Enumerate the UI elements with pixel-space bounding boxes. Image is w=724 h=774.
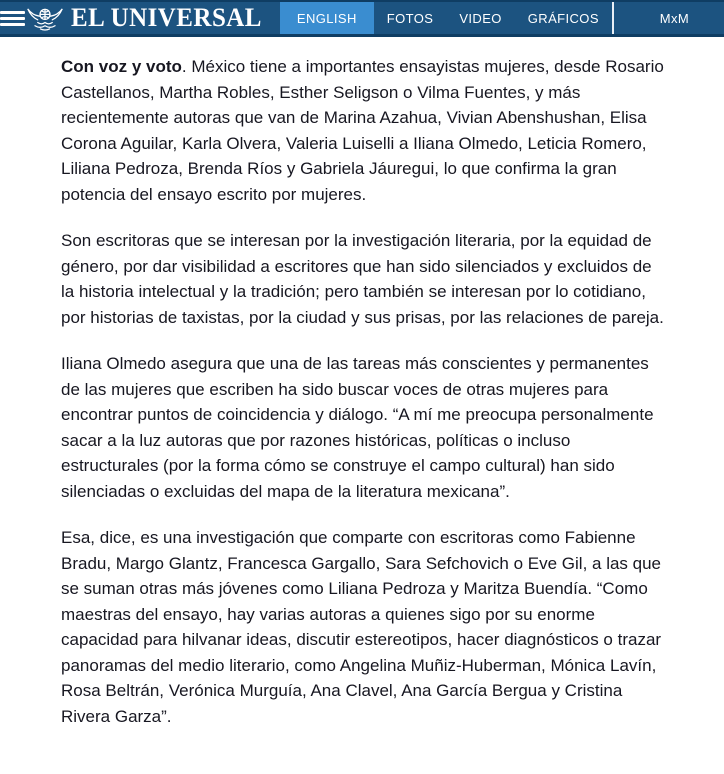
- menu-button[interactable]: [0, 2, 25, 34]
- brand-wordmark: EL UNIVERSAL: [71, 3, 262, 32]
- article-paragraph-2: Son escritoras que se interesan por la investigación literaria, por la equidad de género, por dar visibilidad a escritores que han sido silenciados y excluidos de la historia intelectual y la tradición; pero también se interesan por lo cotidiano, por historias de taxistas, por la ciudad y sus prisas, por las relaciones de pareja.: [61, 231, 664, 327]
- hamburger-icon: [0, 11, 25, 26]
- article-paragraph-4: Esa, dice, es una investigación que comparte con escritoras como Fabienne Bradu, Margo Glantz, Francesca Gargallo, Sara Sefchovich o Eve Gil, a las que se suman otras más jóvenes como Liliana Pedroza y Maritza Buendía. “Como maestras del ensayo, hay varias autoras a quienes sigo por su enorme capacidad para hilvanar ideas, discutir estereotipos, hacer diagnósticos o trazar panoramas del medio literario, como Angelina Muñiz-Huberman, Mónica Lavín, Rosa Beltrán, Verónica Murguía, Ana Clavel, Ana García Bergua y Cristina Rivera Garza”.: [61, 528, 662, 726]
- primary-nav: [280, 2, 724, 34]
- nav-item-mxm[interactable]: MxM: [659, 10, 690, 26]
- article-paragraph-1-text: . México tiene a importantes ensayistas mujeres, desde Rosario Castellanos, Martha Robles, Esther Seligson o Vilma Fuentes, y más recientemente autoras que van de Marina Azahua, Vivian Abenshushan, Elisa Corona Aguilar, Karla Olvera, Valeria Luiselli a Iliana Olmedo, Leticia Romero, Liliana Pedroza, Brenda Ríos y Gabriela Jáuregui, lo que confirma la gran potencia del ensayo escrito por mujeres.: [61, 57, 664, 204]
- nav-item-english[interactable]: ENGLISH: [280, 2, 374, 34]
- article-paragraph-1: [61, 54, 667, 207]
- article-body: [0, 37, 724, 729]
- top-nav-bar: [0, 0, 724, 37]
- brand-logo[interactable]: [25, 2, 280, 34]
- article-lead-phrase: Con voz y voto: [61, 57, 182, 76]
- nav-item-video[interactable]: VIDEO: [459, 10, 502, 26]
- nav-item-graficos[interactable]: GRÁFICOS: [527, 10, 599, 26]
- nav-item-fotos[interactable]: FOTOS: [386, 10, 434, 26]
- article-paragraph-3: Iliana Olmedo asegura que una de las tareas más conscientes y permanentes de las mujeres que escriben ha sido buscar voces de otras mujeres para encontrar puntos de coincidencia y diálogo. “A mí me preocupa personalmente sacar a la luz autoras que por razones históricas, políticas o incluso estructurales (por la forma cómo se construye el campo cultural) han sido silenciadas o excluidas del mapa de la literatura mexicana”.: [61, 354, 654, 501]
- eagle-crest-icon: [25, 4, 65, 32]
